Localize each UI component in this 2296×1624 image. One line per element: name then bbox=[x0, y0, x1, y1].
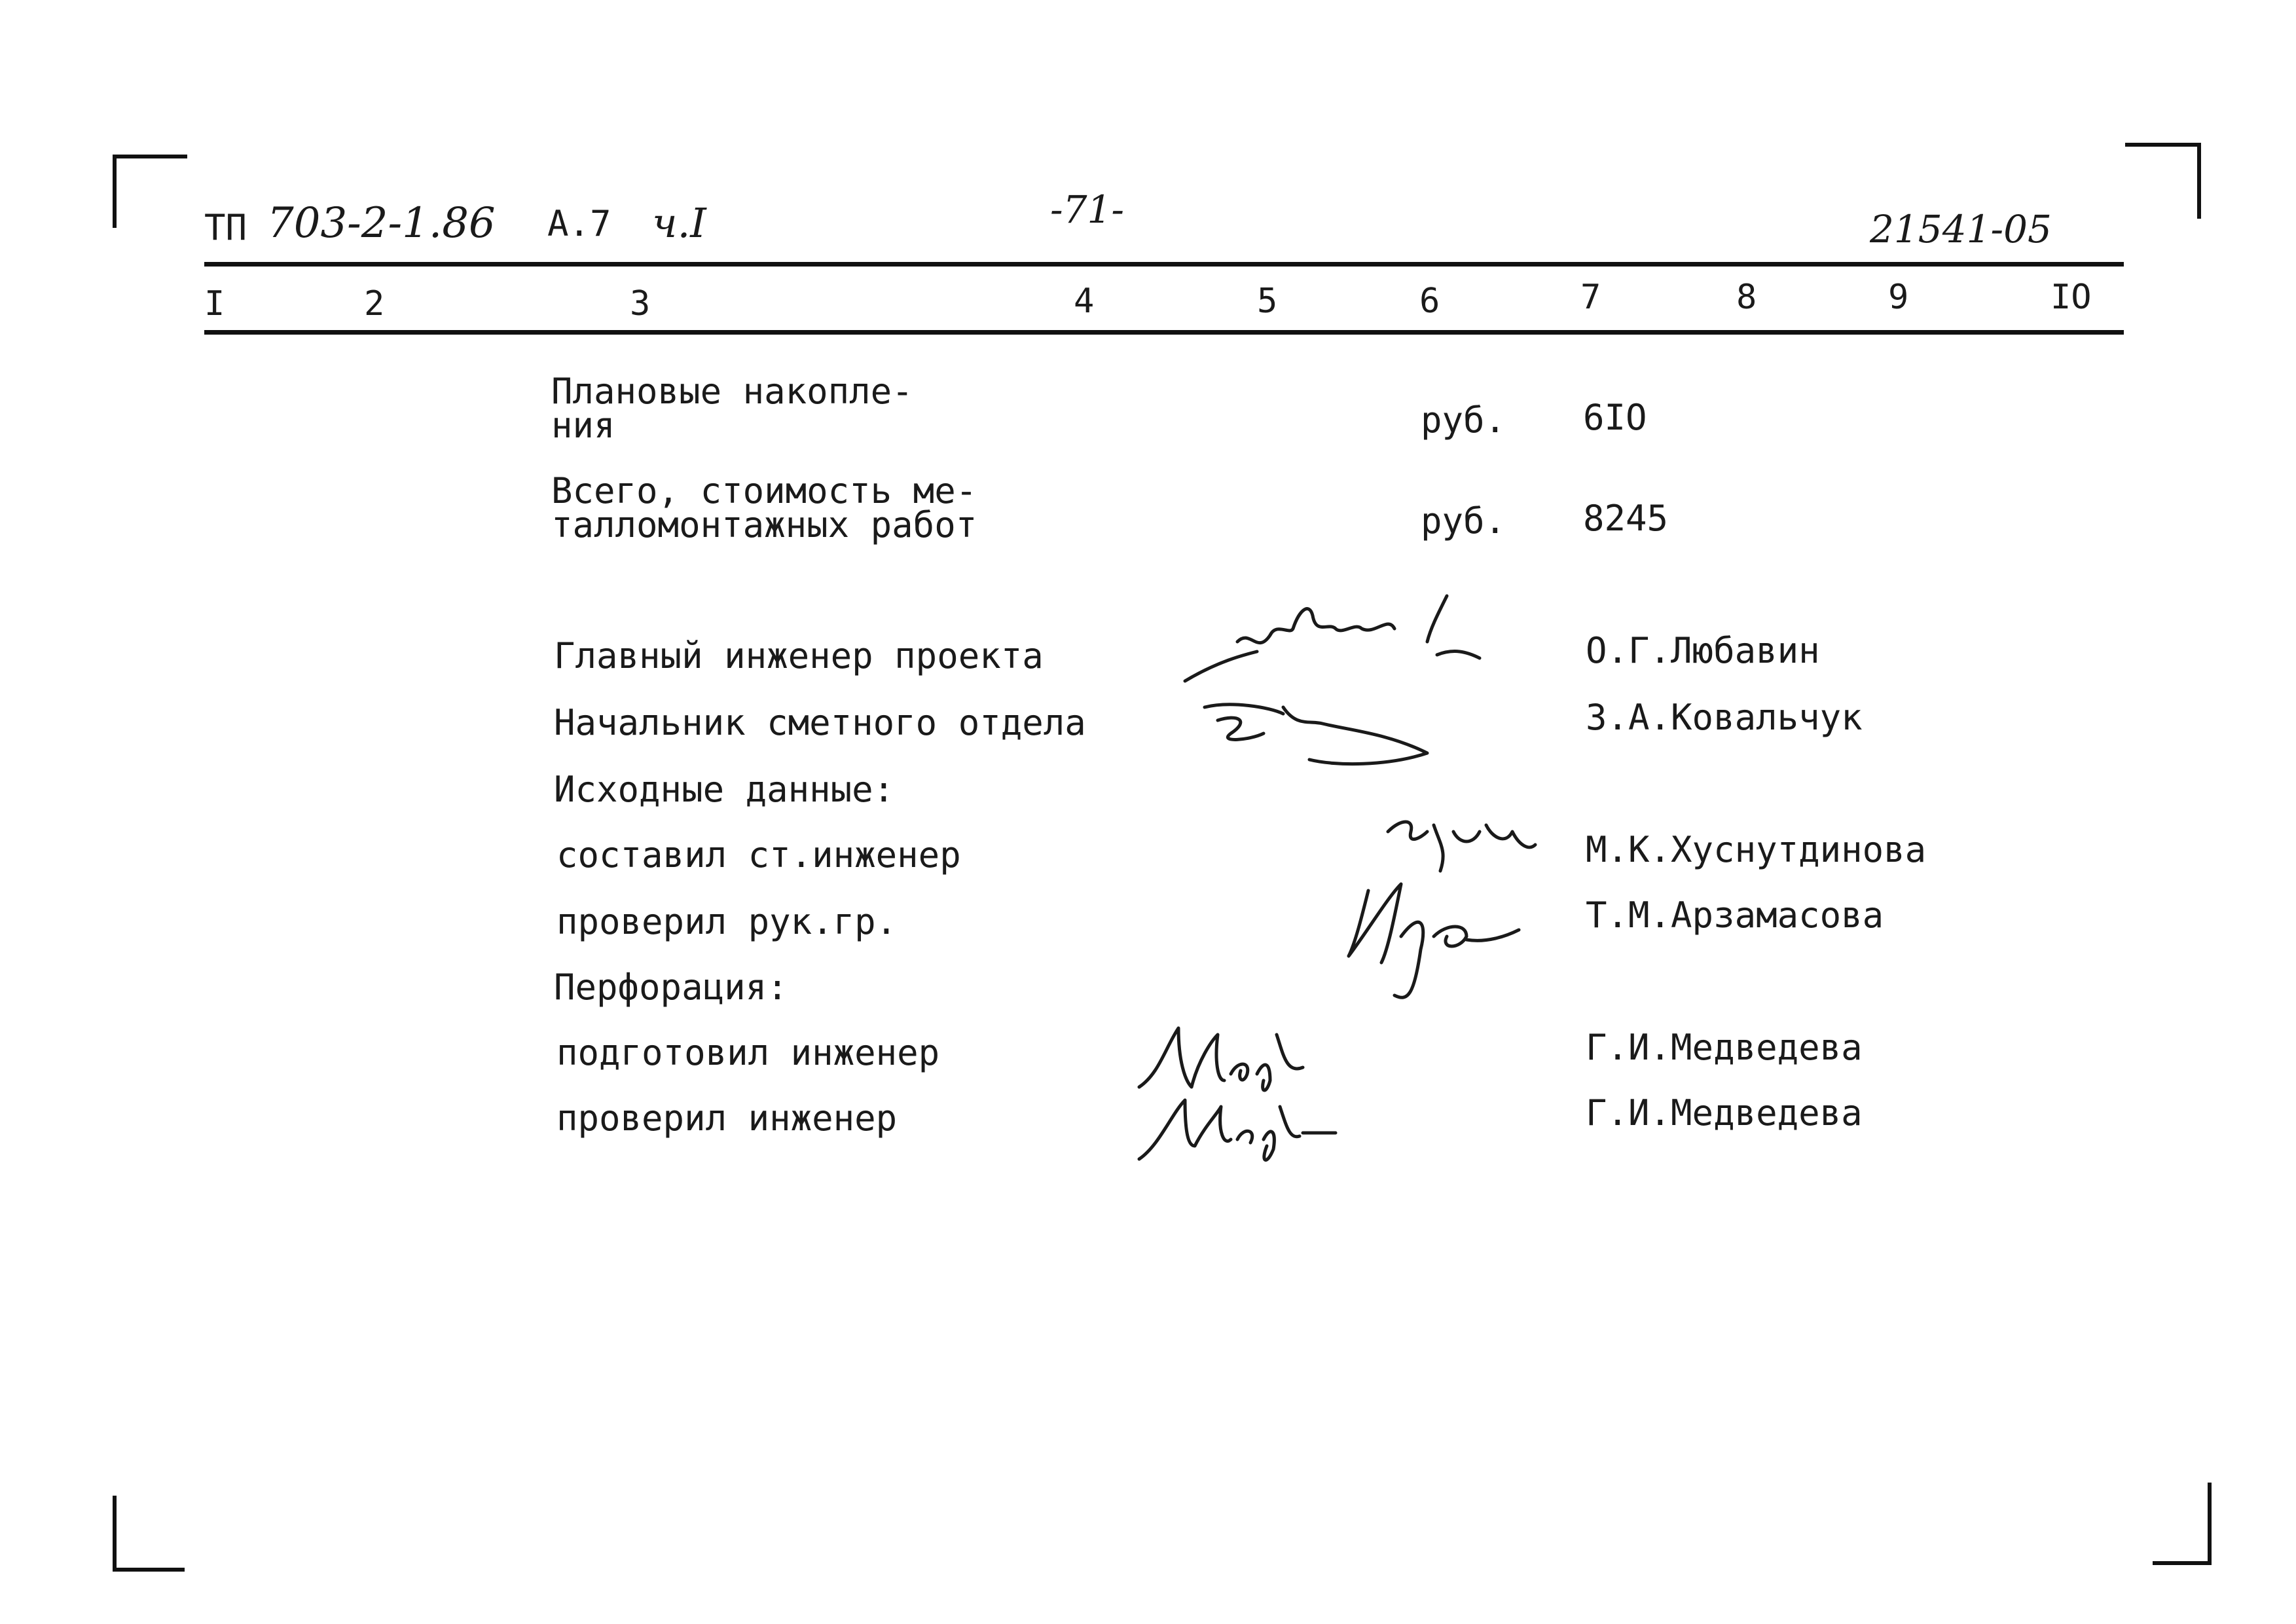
signatory-role: составил ст.инженер bbox=[556, 834, 961, 876]
doc-code-prefix: ТП bbox=[204, 207, 247, 248]
signature-estimates-head bbox=[1192, 668, 1467, 773]
column-number: 4 bbox=[1074, 282, 1095, 321]
corner-mark-top-left bbox=[113, 155, 187, 228]
page-number: -71- bbox=[1050, 187, 1124, 232]
table-top-rule bbox=[204, 262, 2124, 267]
section-heading: Перфорация: bbox=[554, 967, 788, 1008]
signatory-role: подготовил инженер bbox=[556, 1032, 940, 1073]
signatory-name: Т.М.Арзамасова bbox=[1586, 895, 1884, 936]
column-number: 6 bbox=[1419, 282, 1440, 321]
signatory-name: Г.И.Медведева bbox=[1586, 1027, 1863, 1068]
column-number: 7 bbox=[1580, 278, 1601, 317]
table-header-bottom-rule bbox=[204, 330, 2124, 335]
signature-perforation-checked bbox=[1133, 1074, 1342, 1172]
signatory-name: Г.И.Медведева bbox=[1586, 1092, 1863, 1134]
corner-mark-top-right bbox=[2125, 143, 2201, 219]
row-unit: руб. bbox=[1421, 399, 1506, 441]
column-number: 2 bbox=[364, 284, 385, 323]
column-number: 3 bbox=[630, 284, 651, 323]
album-number: А.7 bbox=[547, 203, 611, 244]
row-value: 8245 bbox=[1583, 498, 1669, 539]
sheet-code: 21541-05 bbox=[1870, 207, 2052, 251]
signatory-role: проверил рук.гр. bbox=[556, 901, 898, 942]
signature-group-leader bbox=[1329, 864, 1525, 1015]
corner-mark-bottom-right bbox=[2153, 1483, 2212, 1565]
column-number: IO bbox=[2050, 278, 2092, 317]
section-heading: Исходные данные: bbox=[554, 769, 895, 810]
column-number: 8 bbox=[1736, 278, 1757, 317]
column-number: 9 bbox=[1888, 278, 1909, 317]
signatory-name: М.К.Хуснутдинова bbox=[1586, 829, 1927, 870]
row-unit: руб. bbox=[1421, 500, 1506, 542]
column-number: I bbox=[204, 284, 225, 323]
row-name-line1: Плановые накопле- bbox=[551, 371, 913, 412]
row-name-line2: талломонтажных работ bbox=[551, 504, 977, 545]
signatory-name: З.А.Ковальчук bbox=[1586, 697, 1863, 738]
corner-mark-bottom-left bbox=[113, 1496, 185, 1572]
column-number: 5 bbox=[1257, 282, 1278, 321]
signatory-role: Главный инженер проекта bbox=[554, 635, 1044, 676]
part-number: ч.I bbox=[652, 199, 706, 247]
doc-code-number: 703-2-1.86 bbox=[267, 199, 496, 248]
row-name-line1: Всего, стоимость ме- bbox=[551, 470, 977, 511]
row-name-line2: ния bbox=[551, 405, 615, 446]
signatory-role: Начальник сметного отдела bbox=[554, 702, 1086, 743]
row-value: 6IO bbox=[1583, 397, 1647, 438]
signatory-name: О.Г.Любавин bbox=[1586, 630, 1820, 671]
signatory-role: проверил инженер bbox=[556, 1098, 898, 1139]
